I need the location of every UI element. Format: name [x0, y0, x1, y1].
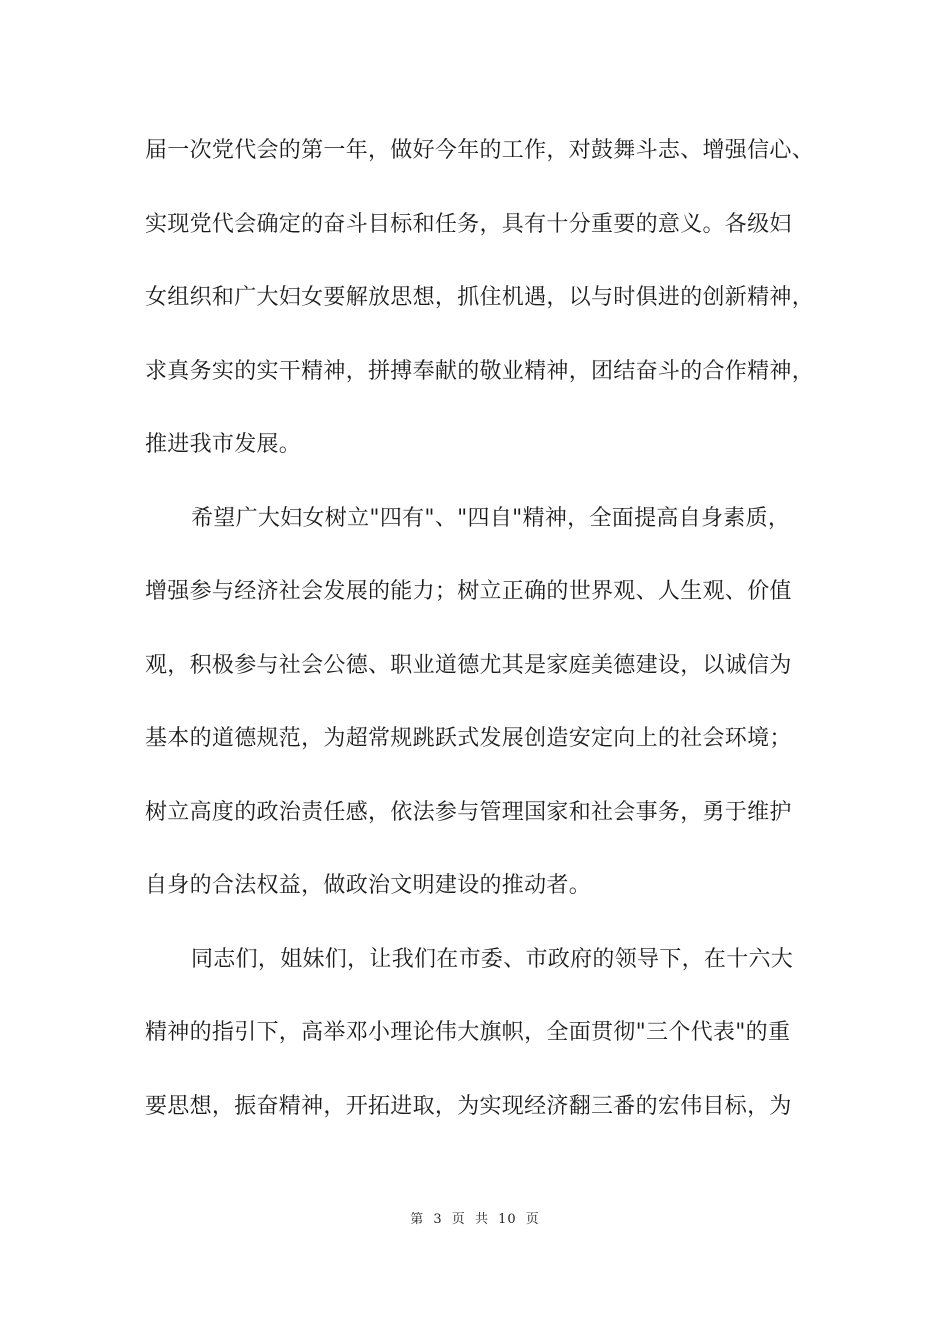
total-word: 共	[474, 1212, 489, 1227]
text-line: 求真务实的实干精神，拼搏奉献的敬业精神，团结奋斗的合作精神，	[145, 358, 815, 384]
text-line: 树立高度的政治责任感，依法参与管理国家和社会事务，勇于维护	[145, 799, 792, 825]
text-line: 女组织和广大妇女要解放思想，抓住机遇，以与时俱进的创新精神，	[145, 285, 815, 310]
total-pages-number: 10	[498, 1212, 517, 1227]
text-line: 届一次党代会的第一年，做好今年的工作，对鼓舞斗志、增强信心、	[145, 138, 815, 163]
text-line: 基本的道德规范，为超常规跳跃式发展创造安定向上的社会环境；	[145, 726, 792, 751]
text-line: 自身的合法权益，做政治文明建设的推动者。	[145, 873, 592, 898]
text-line: 观，积极参与社会公德、职业道德尤其是家庭美德建设，以诚信为	[145, 652, 792, 678]
text-line: 增强参与经济社会发展的能力；树立正确的世界观、人生观、价值	[145, 579, 792, 604]
text-line: 推进我市发展。	[145, 432, 302, 457]
paragraph-first-line: 同志们，姐妹们，让我们在市委、市政府的领导下，在十六大	[191, 946, 794, 972]
paragraph-first-line: 希望广大妇女树立"四有"、"四自"精神，全面提高自身素质，	[191, 505, 791, 531]
page-suffix: 页	[525, 1212, 540, 1227]
text-line: 要思想，振奋精神，开拓进取，为实现经济翻三番的宏伟目标，为	[145, 1093, 792, 1119]
body-text	[145, 130, 815, 1159]
page-word: 页	[451, 1212, 466, 1227]
page-prefix: 第	[410, 1212, 425, 1227]
text-line: 实现党代会确定的奋斗目标和任务，具有十分重要的意义。各级妇	[145, 211, 792, 237]
current-page-number: 3	[433, 1212, 443, 1227]
text-line: 精神的指引下，高举邓小理论伟大旗帜，全面贯彻"三个代表"的重	[145, 1020, 791, 1045]
page-footer	[0, 1208, 950, 1227]
